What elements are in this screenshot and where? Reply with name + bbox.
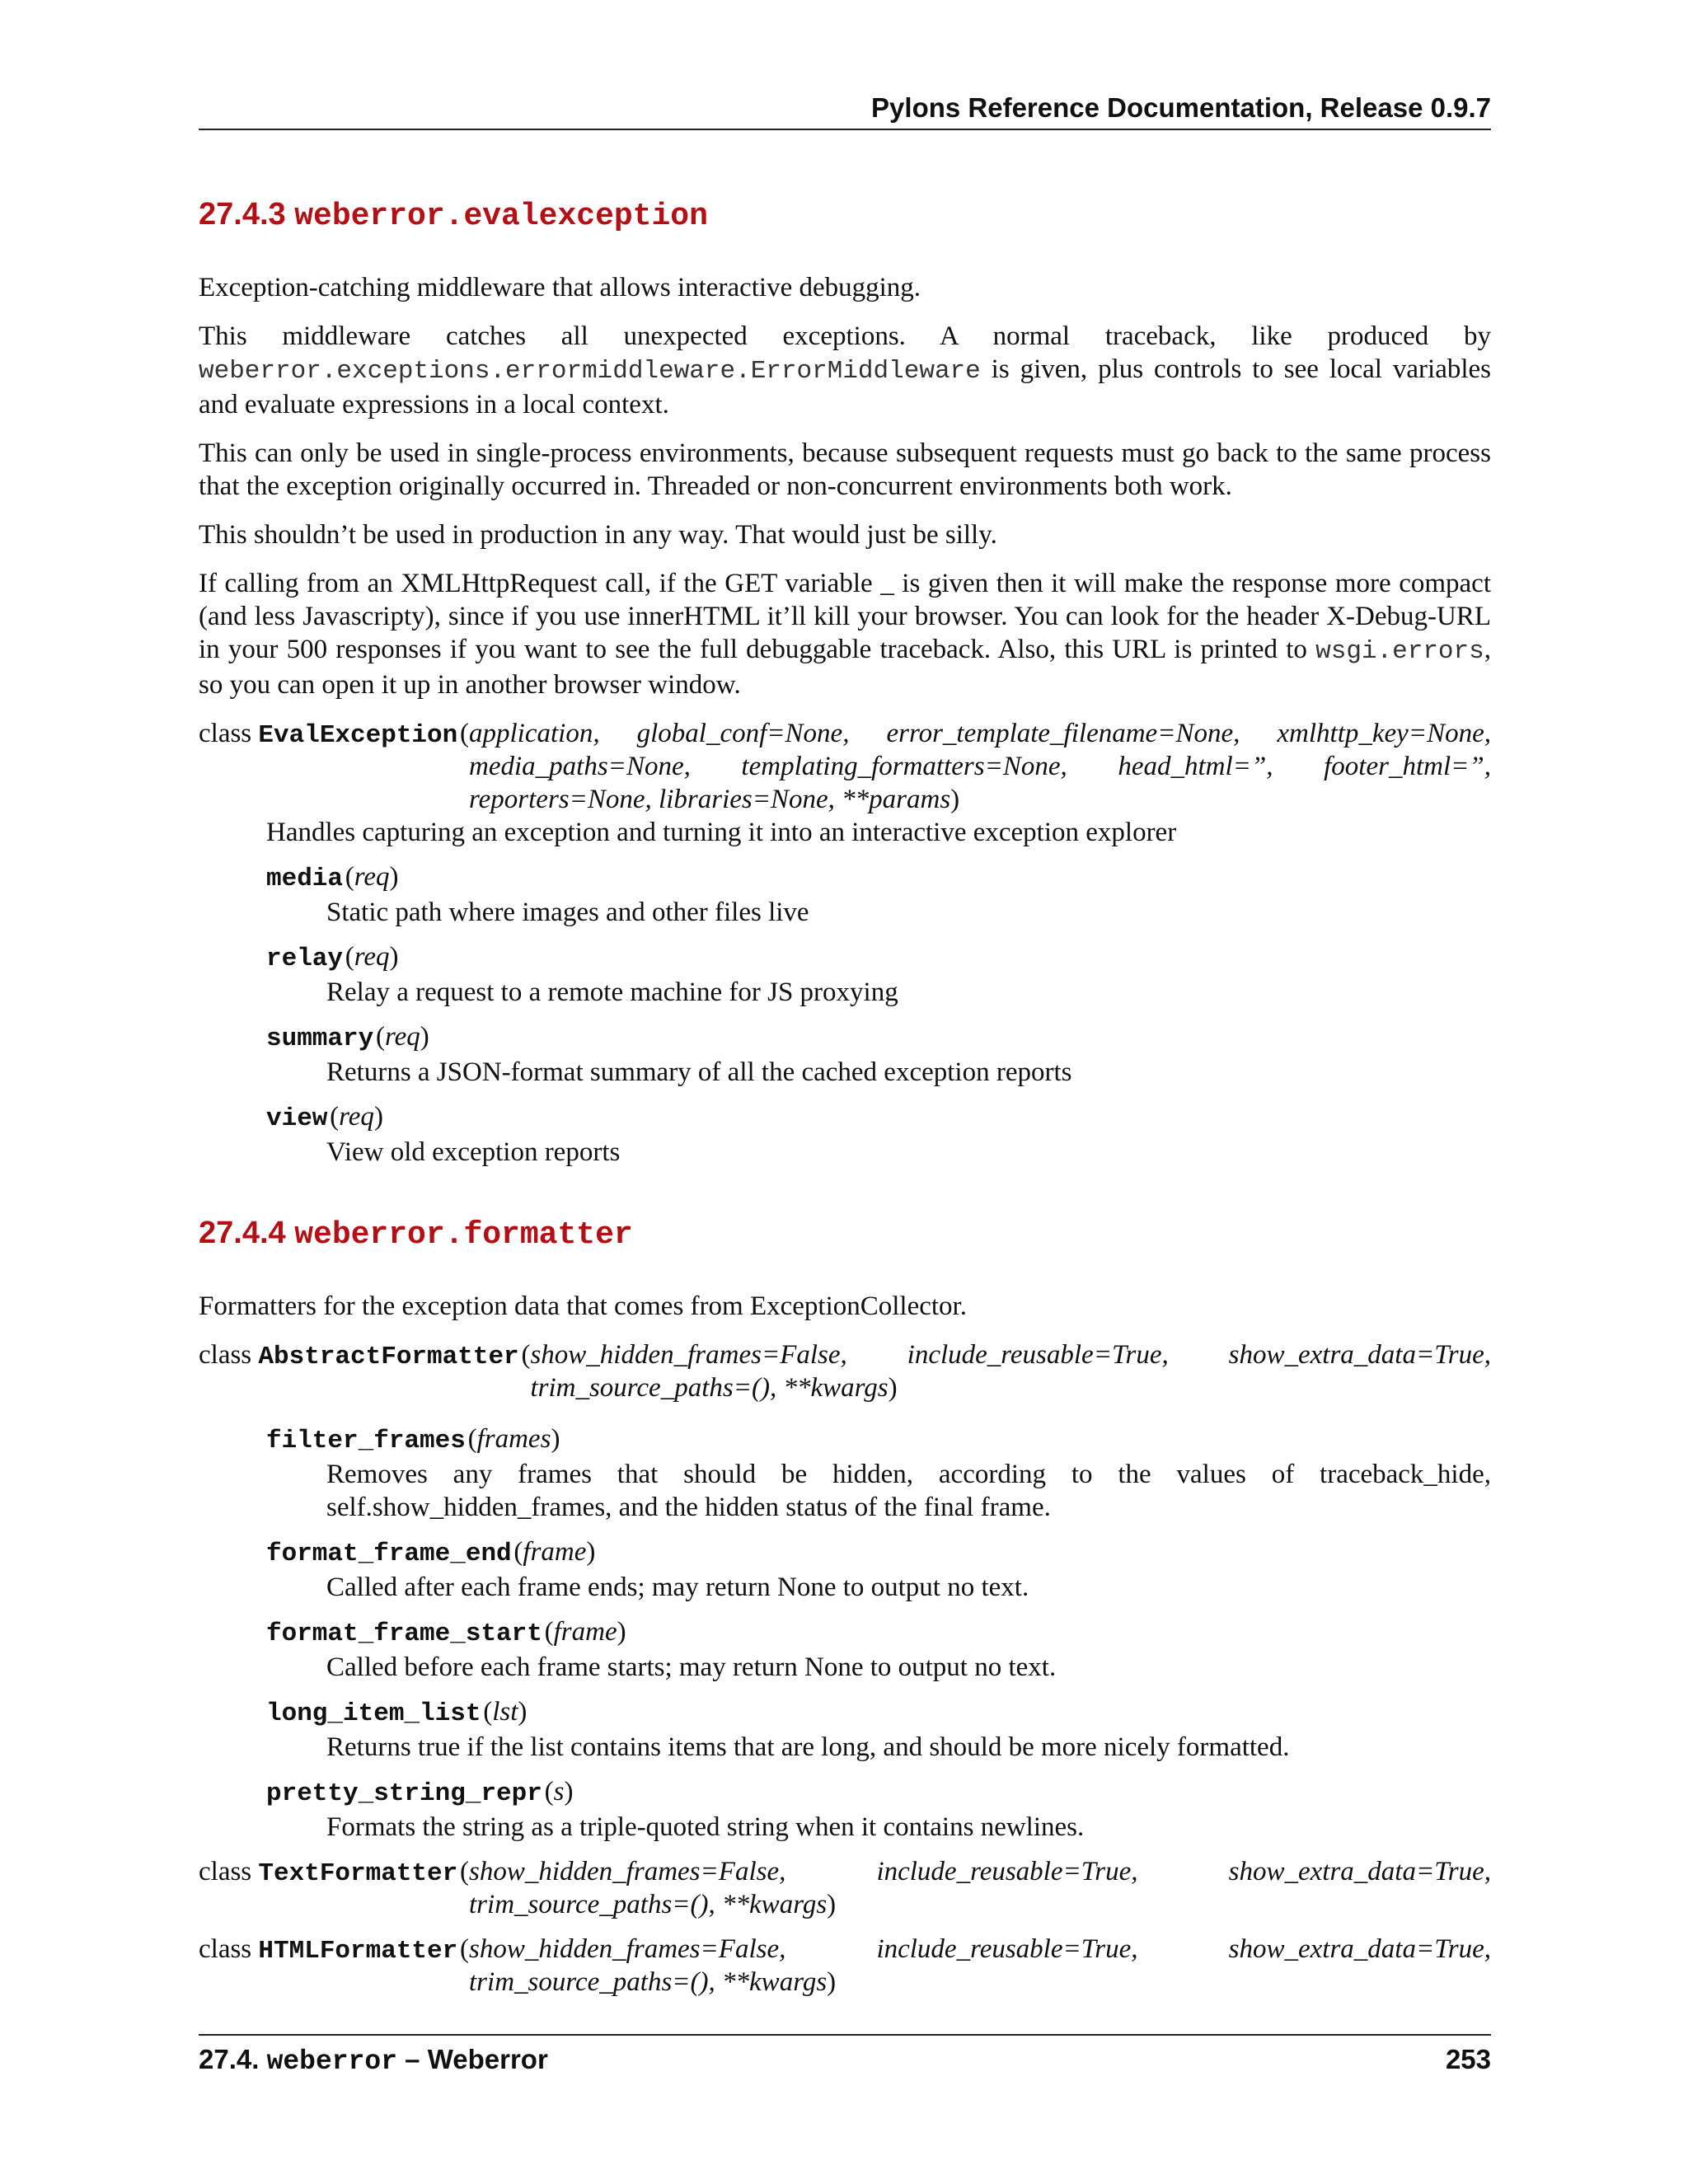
- page-number: 253: [1445, 2044, 1491, 2074]
- class-params: show_hidden_frames=False, include_reusable=True, show_extra_data=True, trim_source_paths=(), **kwargs): [530, 1340, 1491, 1403]
- method-signature: media (req): [266, 862, 399, 893]
- method-description: Called after each frame ends; may return None to output no text.: [326, 1572, 1029, 1602]
- footer-section-number: 27.4.: [199, 2044, 260, 2074]
- paragraph-text: is given, plus controls to see local variables and evaluate expressions in a local context.: [199, 354, 1491, 419]
- method-description: Returns a JSON-format summary of all the cached exception reports: [326, 1057, 1072, 1087]
- page-content: [199, 191, 1491, 2010]
- inline-code: weberror.exceptions.errormiddleware.ErrorMiddleware: [199, 357, 981, 386]
- class-params-text: show_hidden_frames=False, include_reusable=True, show_extra_data=True, trim_source_paths=(), **kwargs: [469, 1857, 1491, 1919]
- method-name: summary: [266, 1024, 374, 1053]
- class-name: HTMLFormatter: [258, 1937, 458, 1966]
- method-description: Removes any frames that should be hidden, according to the values of traceback_hide, self.show_hidden_frames, and the hidden status of the final frame.: [326, 1460, 1491, 1522]
- paragraph: [199, 567, 1491, 701]
- section-heading-formatter: [199, 1210, 1491, 1258]
- class-keyword: class: [199, 1857, 252, 1886]
- footer-module-name: weberror: [266, 2046, 398, 2077]
- method-signature: view (req): [266, 1102, 383, 1133]
- method-arg: s: [553, 1777, 565, 1807]
- class-params-text: application, global_conf=None, error_template_filename=None, xmlhttp_key=None, media_paths=None, templating_formatters=None, head_html=”, footer_html=”, reporters=None, libraries=None, **params: [469, 719, 1491, 814]
- class-name: TextFormatter: [258, 1859, 458, 1888]
- class-keyword: class: [199, 1340, 252, 1370]
- paragraph-text: This middleware catches all unexpected exceptions. A normal traceback, like produced by: [199, 321, 1491, 351]
- method-name: view: [266, 1104, 328, 1133]
- method-media: [266, 860, 1491, 929]
- class-keyword-and-name: class HTMLFormatter (: [199, 1934, 470, 1966]
- method-name: pretty_string_repr: [266, 1779, 542, 1808]
- paragraph: Exception-catching middleware that allows interactive debugging.: [199, 273, 921, 302]
- method-format-frame-end: [266, 1535, 1491, 1604]
- running-footer: [199, 2044, 1491, 2077]
- method-description: Returns true if the list contains items that are long, and should be more nicely formatted.: [326, 1732, 1290, 1762]
- class-params: show_hidden_frames=False, include_reusable=True, show_extra_data=True, trim_source_paths=(), **kwargs): [469, 1857, 1491, 1919]
- inline-code: wsgi.errors: [1315, 637, 1484, 666]
- paragraph: Formatters for the exception data that comes from ExceptionCollector.: [199, 1291, 967, 1321]
- class-description: Handles capturing an exception and turning it into an interactive exception explorer: [266, 818, 1177, 847]
- method-name: format_frame_start: [266, 1619, 542, 1648]
- class-signature-abstractformatter: [199, 1338, 1491, 1404]
- class-name: EvalException: [258, 721, 458, 750]
- method-signature: format_frame_end (frame): [266, 1537, 596, 1568]
- method-description: Static path where images and other files live: [326, 898, 809, 927]
- class-params-text: show_hidden_frames=False, include_reusable=True, show_extra_data=True, trim_source_paths=(), **kwargs: [469, 1934, 1491, 1997]
- paragraph-text: , so you can open it up in another browser window.: [199, 635, 1491, 700]
- paragraph: This can only be used in single-process environments, because subsequent requests must go back to the same process that the exception originally occurred in. Threaded or non-concurrent environments both work.: [199, 438, 1491, 501]
- method-name: long_item_list: [266, 1699, 481, 1728]
- method-arg: frames: [476, 1424, 551, 1454]
- method-summary: [266, 1020, 1491, 1089]
- class-keyword: class: [199, 1934, 252, 1964]
- class-params-text: show_hidden_frames=False, include_reusable=True, show_extra_data=True, trim_source_paths=(), **kwargs: [530, 1340, 1491, 1403]
- method-signature: format_frame_start (frame): [266, 1617, 626, 1648]
- document-page: [199, 0, 1491, 2184]
- footer-rule: [199, 2034, 1491, 2036]
- class-body-abstractformatter: [266, 1422, 1491, 1844]
- method-view: [266, 1100, 1491, 1169]
- section-number: 27.4.4: [199, 1216, 286, 1250]
- method-arg: req: [339, 1102, 374, 1132]
- class-params: show_hidden_frames=False, include_reusable=True, show_extra_data=True, trim_source_paths=(), **kwargs): [469, 1934, 1491, 1997]
- class-keyword-and-name: class EvalException (: [199, 719, 470, 750]
- section-module-name: weberror.formatter: [294, 1217, 633, 1253]
- paragraph-text: If calling from an XMLHttpRequest call, if the GET variable _ is given then it will make the response more compact (and less Javascripty), since if you use innerHTML it’ll kill your browser. You can look for the header X-Debug-URL in your 500 responses if you want to see the full debuggable traceback. Also, this URL is printed to: [199, 569, 1491, 664]
- method-signature: pretty_string_repr (s): [266, 1777, 574, 1808]
- footer-section-title: [199, 2044, 548, 2077]
- method-pretty-string-repr: [266, 1775, 1491, 1844]
- method-arg: req: [354, 862, 390, 892]
- section-module-name: weberror.evalexception: [294, 199, 708, 234]
- class-body-evalexception: [266, 816, 1491, 1169]
- method-arg: lst: [492, 1697, 518, 1727]
- method-name: filter_frames: [266, 1427, 466, 1455]
- method-description: Formats the string as a triple-quoted string when it contains newlines.: [326, 1812, 1085, 1842]
- class-signature-textformatter: [199, 1855, 1491, 1921]
- method-description: Called before each frame starts; may return None to output no text.: [326, 1652, 1057, 1682]
- section-heading-evalexception: [199, 191, 1491, 240]
- class-keyword-and-name: class TextFormatter (: [199, 1857, 470, 1888]
- section-number: 27.4.3: [199, 197, 286, 232]
- method-signature: long_item_list (lst): [266, 1697, 528, 1728]
- method-description: Relay a request to a remote machine for JS proxying: [326, 977, 898, 1007]
- method-signature: filter_frames (frames): [266, 1424, 560, 1455]
- method-arg: frame: [553, 1617, 617, 1647]
- method-format-frame-start: [266, 1615, 1491, 1684]
- class-signature-evalexception: [199, 717, 1491, 816]
- method-filter-frames: [266, 1422, 1491, 1524]
- method-arg: req: [384, 1022, 420, 1052]
- footer-title-text: – Weberror: [397, 2044, 548, 2074]
- running-header: Pylons Reference Documentation, Release 0.9.7: [871, 92, 1491, 123]
- class-params: application, global_conf=None, error_template_filename=None, xmlhttp_key=None, media_paths=None, templating_formatters=None, head_html=”, footer_html=”, reporters=None, libraries=None, **params): [469, 719, 1491, 814]
- paragraph: [199, 320, 1491, 421]
- method-relay: [266, 940, 1491, 1009]
- class-keyword: class: [199, 719, 252, 748]
- method-signature: summary (req): [266, 1022, 429, 1053]
- class-keyword-and-name: class AbstractFormatter (: [199, 1340, 531, 1371]
- method-arg: req: [354, 942, 390, 972]
- class-signature-htmlformatter: [199, 1933, 1491, 1999]
- method-name: relay: [266, 944, 344, 973]
- method-name: format_frame_end: [266, 1540, 512, 1568]
- method-name: media: [266, 865, 344, 893]
- header-rule: [199, 129, 1491, 130]
- method-arg: frame: [523, 1537, 587, 1567]
- method-description: View old exception reports: [326, 1137, 621, 1167]
- paragraph: This shouldn’t be used in production in any way. That would just be silly.: [199, 520, 997, 550]
- method-signature: relay (req): [266, 942, 399, 973]
- method-long-item-list: [266, 1695, 1491, 1764]
- class-name: AbstractFormatter: [258, 1343, 519, 1371]
